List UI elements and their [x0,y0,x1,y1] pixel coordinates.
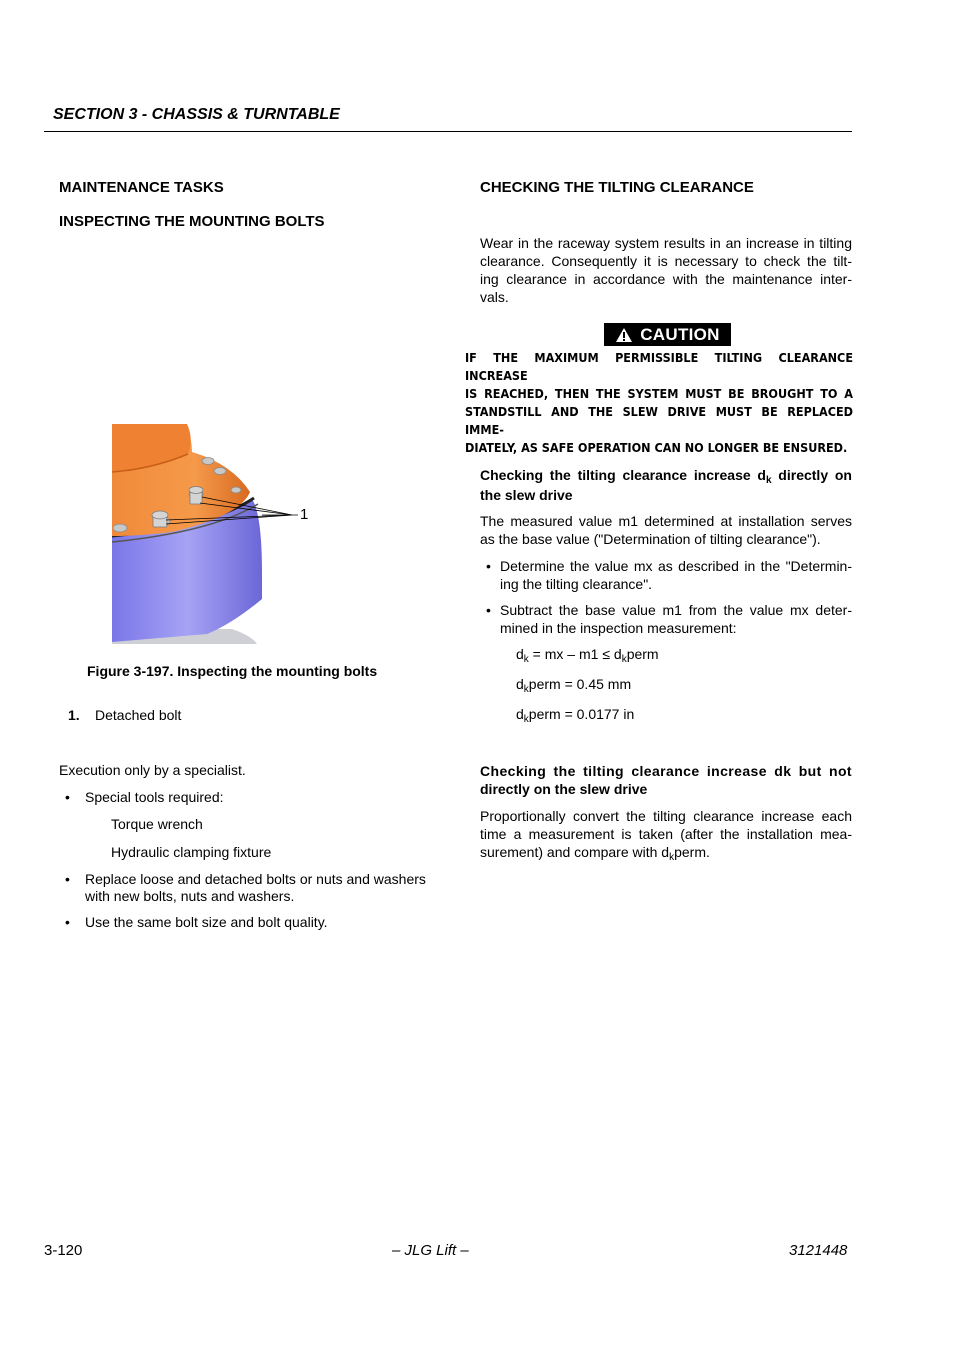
base-value-paragraph [480,512,852,548]
header-rule [44,131,852,132]
tool-torque-wrench: Torque wrench [111,816,203,832]
intro-line: clearance. Consequently it is necessary to check the tilt- [480,253,852,269]
proportional-paragraph [480,807,852,861]
bullet-text: Use the same bolt size and bolt quality. [85,914,328,930]
caution-message [465,349,853,457]
bullet-dot: • [486,602,491,618]
subheading-text: directly on [771,467,852,483]
caution-label: CAUTION [640,324,720,344]
formula-dk-difference: $d_k$ = mx – $m1 \le d_kperm$ [516,646,659,665]
subheading-line1: Checking the tilting clearance increase dk but not [480,763,852,779]
section-title: SECTION 3 - CHASSIS & TURNTABLE [53,106,340,123]
legend-number: 1. [68,707,80,723]
caution-line: IF THE MAXIMUM PERMISSIBLE TILTING CLEARANCE INCREASE [465,350,853,383]
intro-paragraph [480,234,852,306]
bullet-text: Special tools required: [85,789,224,805]
figure-mounting-bolts [112,424,312,644]
slew-drive-illustration [112,424,312,644]
prop-line: Proportionally convert the tilting clearance increase each [480,808,852,824]
heading-checking-tilting: CHECKING THE TILTING CLEARANCE [480,179,754,196]
heading-maintenance-tasks: MAINTENANCE TASKS [59,179,224,196]
intro-line: vals. [480,289,509,305]
prop-line3: surement) and compare with $d_kperm$. [480,844,710,863]
subheading-line2: the slew drive [480,487,573,503]
tool-hydraulic-fixture: Hydraulic clamping fixture [111,844,272,860]
base-line: The measured value m1 determined at installation serves [480,513,852,529]
bullet-dot: • [65,871,70,887]
intro-line: Wear in the raceway system results in an increase in tilting [480,235,852,251]
bullet-text-line1: Replace loose and detached bolts or nuts and washers [85,871,426,887]
caution-line: DIATELY, AS SAFE OPERATION CAN NO LONGER BE ENSURED. [465,440,848,455]
heading-inspecting-bolts: INSPECTING THE MOUNTING BOLTS [59,213,325,230]
caution-line: IS REACHED, THEN THE SYSTEM MUST BE BROUGHT TO A [465,386,853,401]
figure-caption: Figure 3-197. Inspecting the mounting bolts [87,663,378,679]
legend-text: Detached bolt [95,707,182,723]
formula-dkperm-mm: $d_kperm = 0.45$ mm [516,676,632,695]
bullet-text-line2: mined in the inspection measurement: [500,620,737,636]
page-number: 3-120 [44,1242,83,1259]
subheading-not-directly [480,762,852,798]
base-line: as the base value ("Determination of tilting clearance"). [480,531,821,547]
bullet-text-line1: Determine the value mx as described in the "Determin- [500,558,852,574]
warning-triangle-icon [615,327,633,343]
bullet-dot: • [65,789,70,805]
bullet-text-line2: ing the tilting clearance". [500,576,653,592]
bullet-dot: • [65,914,70,930]
formula-dkperm-in: $d_kperm = 0.0177$ in [516,706,635,725]
execution-note: Execution only by a specialist. [59,762,246,778]
document-number: 3121448 [789,1242,848,1259]
bullet-text-line1: Subtract the base value m1 from the value mx deter- [500,602,852,618]
subscript-k: k [765,475,772,486]
caution-line: STANDSTILL AND THE SLEW DRIVE MUST BE REPLACED IMME- [465,404,853,437]
subheading-directly [480,466,852,504]
bullet-text-line2: with new bolts, nuts and washers. [85,888,295,904]
footer-center: – JLG Lift – [392,1242,469,1259]
caution-badge [604,323,731,346]
subheading-text: Checking the tilting clearance increase d [480,467,766,483]
prop-line: time a measurement is taken (after the installation mea- [480,826,852,842]
subheading-line2: directly on the slew drive [480,781,648,797]
intro-line: ing clearance in accordance with the maintenance inter- [480,271,852,287]
bullet-dot: • [486,558,491,574]
figure-callout-1: 1 [300,506,309,523]
